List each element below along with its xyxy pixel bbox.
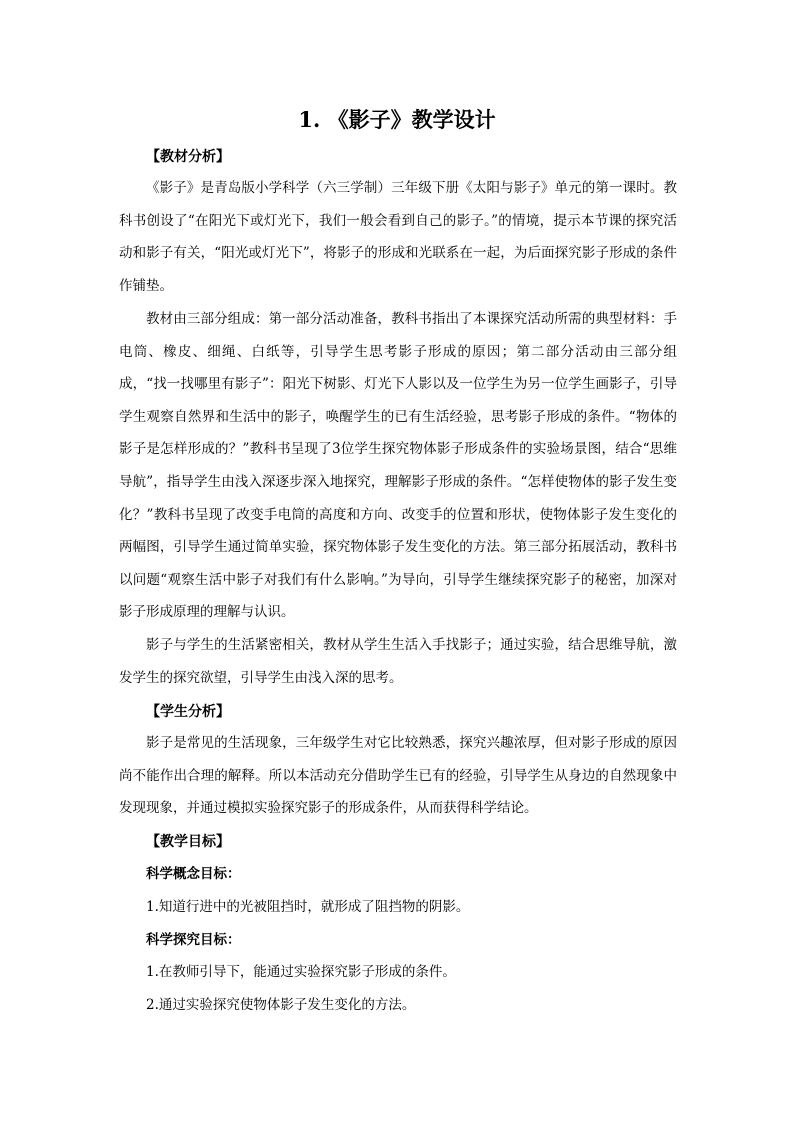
textbook-analysis-paragraph-3: 影子与学生的生活紧密相关，教材从学生生活入手找影子；通过实验，结合思维导航，激发学生的探究欲望，引导学生由浅入深的思考。 <box>119 637 677 686</box>
textbook-analysis-paragraph-1: 《影子》是青岛版小学科学（六三学制）三年级下册《太阳与影子》单元的第一课时。教科书创设了“在阳光下或灯光下，我们一般会看到自己的影子。”的情境，提示本节课的探究活动和影子有关，“阳光或灯光下”，将影子的形成和光联系在一起，为后面探究影子形成的条件作铺垫。 <box>119 180 677 294</box>
textbook-analysis-paragraph-2: 教材由三部分组成：第一部分活动准备，教科书指出了本课探究活动所需的典型材料：手电筒、橡皮、细绳、白纸等，引导学生思考影子形成的原因；第二部分活动由三部分组成，“找一找哪里有影子”：阳光下树影、灯光下人影以及一位学生为另一位学生画影子，引导学生观察自然界和生活中的影子，唤醒学生的已有生活经验，思考影子形成的条件。“物体的影子是怎样形成的？”教科书呈现了3位学生探究物体影子形成条件的实验场景图，结合“思维导航”，指导学生由浅入深逐步深入地探究，理解影子形成的条件。“怎样使物体的影子发生变化？”教科书呈现了改变手电筒的高度和方向、改变手的位置和形状，使物体影子发生变化的两幅图，引导学生通过简单实验，探究物体影子发生变化的方法。第三部分拓展活动，教科书以问题“观察生活中影子对我们有什么影响。”为导向，引导学生继续探究影子的秘密，加深对影子形成原理的理解与认识。 <box>119 311 677 621</box>
teaching-goals-heading: 【教学目标】 <box>146 834 230 850</box>
inquiry-goals-subheading: 科学探究目标： <box>146 932 241 948</box>
inquiry-goal-item-1: 1.在教师引导下，能通过实验探究影子形成的条件。 <box>146 964 456 980</box>
document-title: 1. 《影子》教学设计 <box>298 107 496 132</box>
concept-goal-item-1: 1.知道行进中的光被阻挡时，就形成了阻挡物的阴影。 <box>146 899 470 915</box>
textbook-analysis-heading: 【教材分析】 <box>146 149 230 165</box>
student-analysis-heading: 【学生分析】 <box>146 704 230 720</box>
inquiry-goal-item-2: 2.通过实验探究使物体影子发生变化的方法。 <box>146 997 416 1013</box>
student-analysis-paragraph: 影子是常见的生活现象，三年级学生对它比较熟悉，探究兴趣浓厚，但对影子形成的原因尚不能作出合理的解释。所以本活动充分借助学生已有的经验，引导学生从身边的自然现象中发现现象，并通过模拟实验探究影子的形成条件，从而获得科学结论。 <box>119 735 677 817</box>
concept-goals-subheading: 科学概念目标： <box>146 866 241 882</box>
